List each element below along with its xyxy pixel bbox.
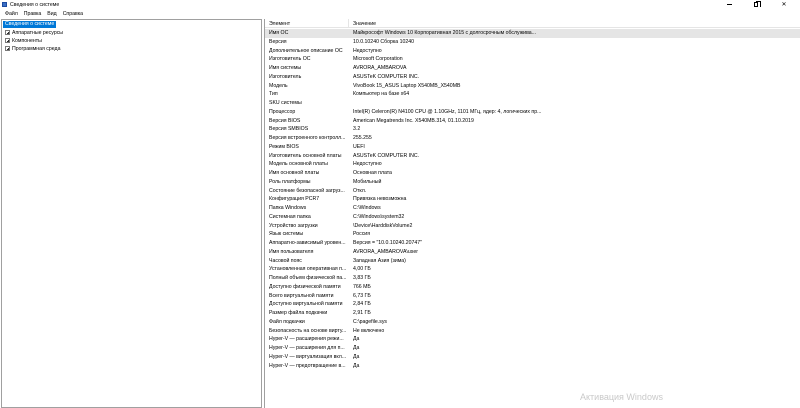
list-header: [265, 19, 800, 28]
category-tree[interactable]: [1, 19, 262, 408]
row-item-name: Hyper-V — виртуализация вкл...: [269, 353, 347, 360]
row-item-name: Версия встроенного контролл...: [269, 135, 346, 141]
table-row[interactable]: [265, 99, 800, 108]
row-item-value: Привязка невозможна: [353, 196, 407, 203]
row-item-value: Версия = "10.0.10240.20747": [353, 240, 422, 246]
tree-item-label: Сведения о системе: [5, 21, 55, 28]
row-item-name: Hyper-V — расширения режи...: [269, 336, 344, 343]
menu-edit[interactable]: Правка: [23, 10, 42, 17]
row-item-value: 6,73 ГБ: [353, 292, 371, 299]
expand-icon[interactable]: [5, 30, 10, 35]
table-row[interactable]: [265, 178, 800, 187]
row-item-value: ASUSTeK COMPUTER INC.: [353, 152, 420, 159]
row-item-value: 255.255: [353, 135, 372, 141]
table-row[interactable]: [265, 292, 800, 301]
row-item-name: Безопасность на основе вирту...: [269, 327, 347, 334]
row-item-name: Размер файла подкачки: [269, 310, 328, 316]
row-item-value: 2,91 ГБ: [353, 310, 371, 316]
row-item-value: 10.0.10240 Сборка 10240: [353, 38, 415, 45]
row-item-name: Часовой пояс: [269, 257, 302, 264]
row-item-name: Дополнительное описание ОС: [269, 47, 343, 54]
row-item-value: American Megatrends Inc. X540MB.314, 01.10.2019: [353, 117, 474, 124]
activation-watermark: Активация Windows: [580, 392, 663, 402]
table-row[interactable]: [265, 222, 800, 231]
row-item-name: Изготовитель: [269, 73, 302, 80]
row-item-value: C:\Windows: [353, 205, 381, 211]
menu-view[interactable]: Вид: [47, 10, 57, 17]
restore-button[interactable]: [743, 0, 769, 9]
tree-item-system-summary[interactable]: [3, 21, 56, 28]
details-list[interactable]: [264, 19, 800, 408]
row-item-name: Роль платформы: [269, 178, 311, 185]
tree-item-label: Компоненты: [12, 37, 42, 44]
table-row[interactable]: [265, 73, 800, 82]
row-item-value: Да: [353, 345, 360, 351]
table-row[interactable]: [265, 125, 800, 134]
row-item-name: Режим BIOS: [269, 143, 299, 150]
row-item-value: \Device\HarddiskVolume2: [353, 222, 413, 229]
row-item-value: Да: [353, 336, 360, 343]
title-bar: [0, 0, 800, 9]
row-item-name: Папка Windows: [269, 205, 307, 211]
tree-item-components[interactable]: [5, 37, 42, 44]
table-row[interactable]: [265, 283, 800, 292]
row-item-value: Мобильный: [353, 178, 382, 185]
table-row[interactable]: [265, 300, 800, 309]
row-item-value: C:\pagefile.sys: [353, 318, 388, 325]
row-item-value: UEFI: [353, 143, 365, 150]
list-rows: [265, 29, 800, 370]
table-row[interactable]: [265, 239, 800, 248]
row-item-name: Устройство загрузки: [269, 222, 318, 229]
table-row[interactable]: [265, 117, 800, 126]
row-item-name: Доступно виртуальной памяти: [269, 301, 343, 308]
row-item-name: Тип: [269, 91, 278, 98]
row-item-value: Intel(R) Celeron(R) N4100 CPU @ 1.10GHz, 1101 МГц, ядер: 4, логических пр...: [353, 108, 542, 115]
row-item-name: Версия SMBIOS: [269, 126, 309, 133]
row-item-value: AVRORA_AMBAROVA: [353, 65, 407, 71]
row-item-value: Microsoft Corporation: [353, 56, 403, 63]
table-row[interactable]: [265, 38, 800, 47]
tree-item-software-environment[interactable]: [5, 45, 60, 52]
row-item-value: Откл.: [353, 187, 367, 194]
table-row[interactable]: [265, 55, 800, 64]
row-item-name: Конфигурация PCR7: [269, 196, 320, 203]
column-header-value[interactable]: Значение: [353, 20, 377, 27]
table-row[interactable]: [265, 257, 800, 266]
table-row[interactable]: [265, 187, 800, 196]
table-row[interactable]: [265, 362, 800, 371]
table-row[interactable]: [265, 64, 800, 73]
table-row[interactable]: [265, 335, 800, 344]
table-row[interactable]: [265, 230, 800, 239]
row-item-name: Hyper-V — расширения для п...: [269, 345, 345, 351]
tree-item-label: Аппаратные ресурсы: [12, 29, 64, 36]
row-item-name: Изготовитель основной платы: [269, 152, 342, 159]
table-row[interactable]: [265, 152, 800, 161]
table-row[interactable]: [265, 82, 800, 91]
system-info-icon: [2, 2, 7, 7]
row-item-name: Имя пользователя: [269, 248, 314, 255]
table-row[interactable]: [265, 169, 800, 178]
row-item-name: Язык системы: [269, 231, 304, 238]
menu-file[interactable]: Файл: [5, 10, 18, 17]
row-item-value: AVRORA_AMBAROVA\user: [353, 248, 418, 255]
table-row[interactable]: [265, 318, 800, 327]
row-item-value: Россия: [353, 231, 371, 238]
table-row[interactable]: [265, 143, 800, 152]
row-item-value: Компьютер на базе x64: [353, 91, 410, 98]
row-item-value: VivoBook 15_ASUS Laptop X540MB_X540MB: [353, 82, 461, 89]
row-item-value: Да: [353, 353, 360, 360]
row-item-value: 3,83 ГБ: [353, 275, 371, 281]
row-item-value: Основная плата: [353, 170, 392, 176]
row-item-name: Модель основной платы: [269, 161, 328, 168]
expand-icon[interactable]: [5, 38, 10, 43]
row-item-value: Западная Азия (зима): [353, 257, 406, 264]
row-item-value: Недоступно: [353, 47, 382, 54]
table-row[interactable]: [265, 353, 800, 362]
row-item-value: 766 МБ: [353, 283, 371, 290]
row-item-name: Изготовитель ОС: [269, 56, 311, 63]
table-row[interactable]: [265, 160, 800, 169]
row-item-value: 4,00 ГБ: [353, 266, 371, 273]
row-item-value: 3.2: [353, 126, 361, 133]
row-item-name: Процессор: [269, 108, 296, 115]
row-item-name: Состояние безопасной загруз...: [269, 187, 345, 194]
close-button[interactable]: [771, 0, 797, 9]
column-header-item[interactable]: Элемент: [265, 19, 349, 28]
table-row[interactable]: [265, 265, 800, 274]
row-item-value: Майкрософт Windows 10 Корпоративная 2015 с долгосрочным обслужива...: [353, 30, 536, 36]
menu-help[interactable]: Справка: [62, 10, 84, 17]
row-item-value: C:\Windows\system32: [353, 213, 405, 220]
table-row[interactable]: [265, 327, 800, 336]
table-row[interactable]: [265, 309, 800, 318]
minimize-button[interactable]: [716, 0, 742, 9]
row-item-value: [353, 99, 793, 108]
table-row[interactable]: [265, 108, 800, 117]
row-item-name: Имя ОС: [269, 30, 289, 36]
row-item-value: ASUSTeK COMPUTER INC.: [353, 73, 420, 80]
row-item-name: Файл подкачки: [269, 318, 305, 325]
window-title: Сведения о системе: [10, 1, 60, 8]
row-item-name: Полный объем физической па...: [269, 275, 347, 281]
tree-item-hardware-resources[interactable]: [5, 29, 63, 36]
row-item-value: 2,84 ГБ: [353, 301, 371, 308]
row-item-name: Модель: [269, 82, 288, 89]
row-item-name: Системная папка: [269, 213, 311, 220]
row-item-name: Hyper-V — предотвращение в...: [269, 362, 346, 369]
tree-item-label: Программная среда: [12, 45, 61, 52]
restore-icon: [754, 2, 759, 7]
table-row[interactable]: [265, 134, 800, 143]
table-row[interactable]: [265, 344, 800, 353]
menu-bar: [0, 9, 800, 18]
table-row[interactable]: [265, 90, 800, 99]
row-item-value: Недоступно: [353, 161, 382, 168]
table-row[interactable]: [265, 213, 800, 222]
table-row[interactable]: [265, 248, 800, 257]
row-item-value: Не включено: [353, 327, 385, 334]
row-item-name: Всего виртуальной памяти: [269, 292, 334, 299]
table-row[interactable]: [265, 195, 800, 204]
table-row[interactable]: [265, 29, 800, 38]
row-item-value: Да: [353, 362, 360, 369]
row-item-name: Имя системы: [269, 65, 302, 71]
row-item-name: Доступно физической памяти: [269, 283, 341, 290]
row-item-name: Аппаратно-зависимый уровен...: [269, 240, 346, 246]
row-item-name: Имя основной платы: [269, 170, 320, 176]
minimize-icon: [727, 4, 732, 5]
row-item-name: Версия: [269, 38, 287, 45]
table-row[interactable]: [265, 47, 800, 56]
close-icon: ✕: [781, 2, 787, 8]
table-row[interactable]: [265, 204, 800, 213]
row-item-name: Версия BIOS: [269, 117, 301, 124]
table-row[interactable]: [265, 274, 800, 283]
expand-icon[interactable]: [5, 46, 10, 51]
row-item-name: Установленная оперативная п...: [269, 266, 347, 273]
row-item-name: SKU системы: [269, 100, 302, 106]
